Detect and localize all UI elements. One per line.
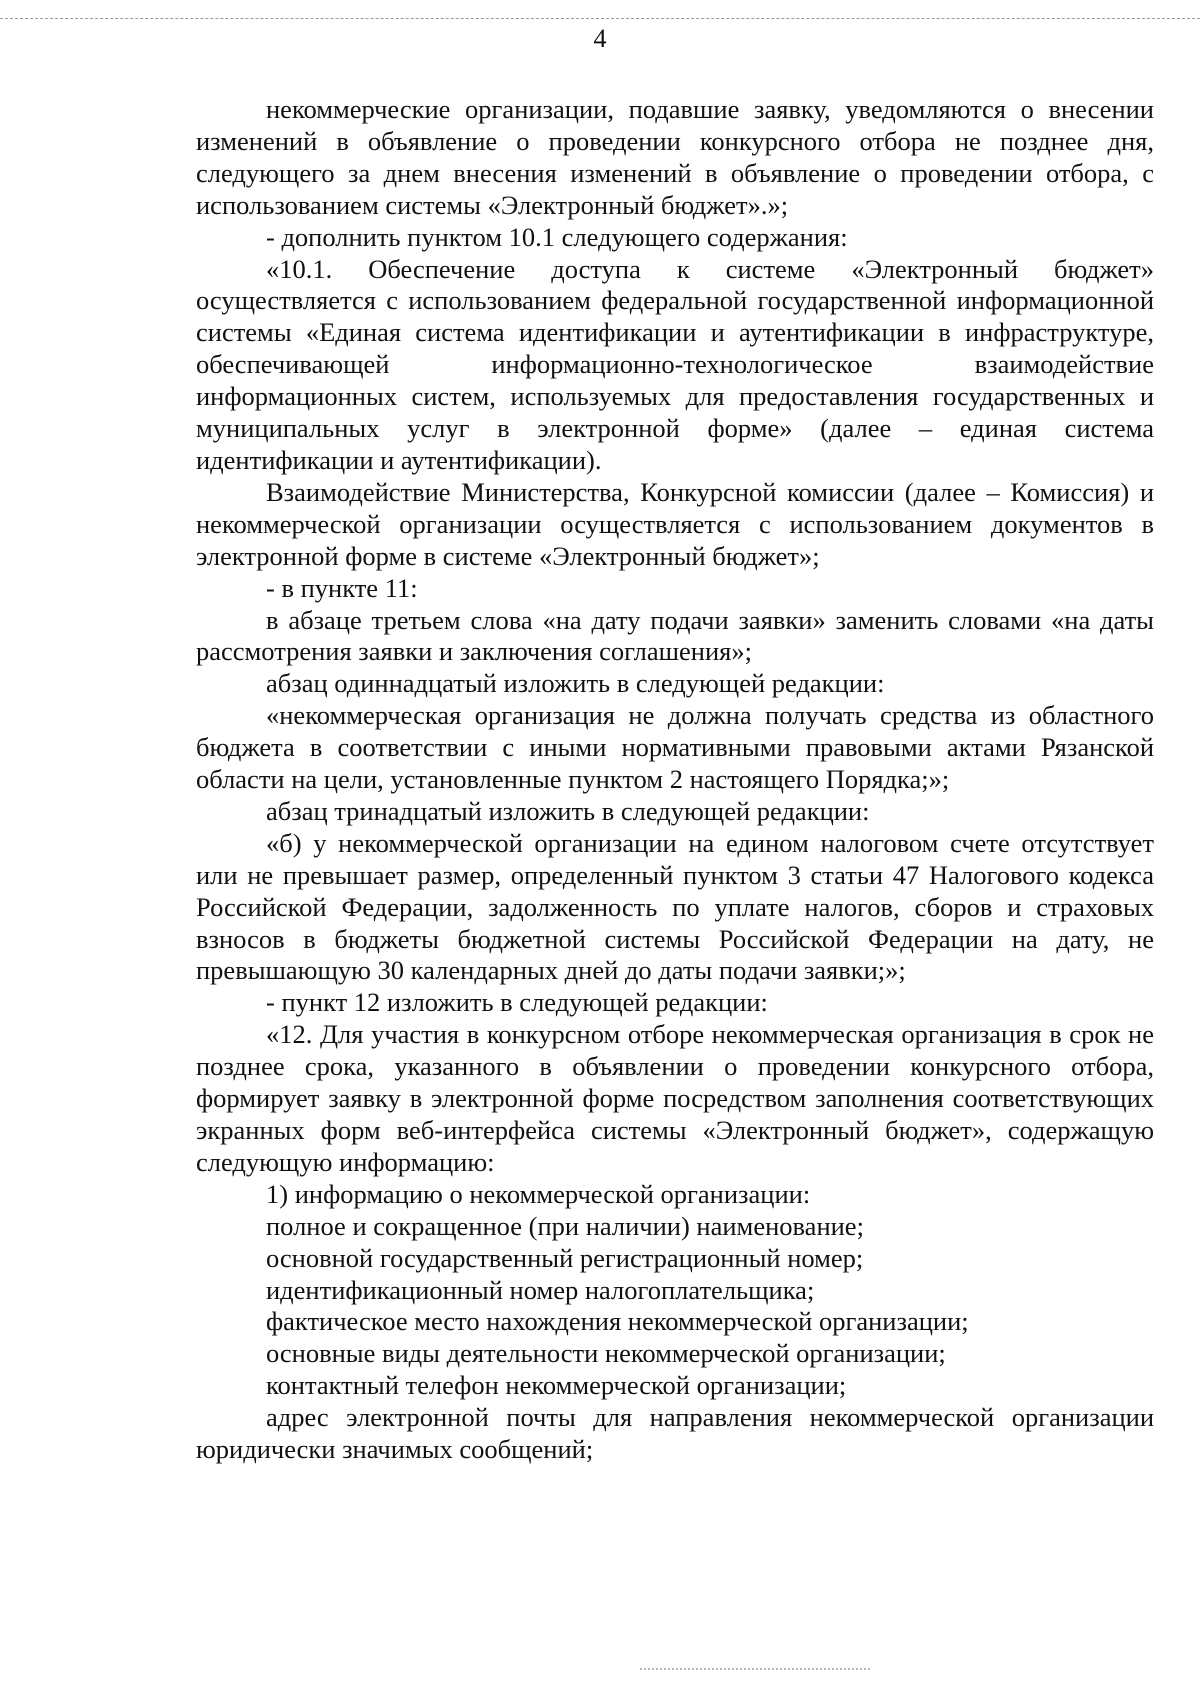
paragraph-abzac-11-intro: абзац одиннадцатый изложить в следующей редакции: bbox=[266, 668, 885, 699]
paragraph-interaction: Взаимодействие Министерства, Конкурсной комиссии (далее – Комиссия) и некоммерческой организации осуществляется с использованием документов в электронной форме в системе «Электронный бюджет»; bbox=[196, 476, 1154, 571]
paragraph-amendment-10-1-intro: - дополнить пунктом 10.1 следующего содержания: bbox=[266, 221, 848, 252]
list-item-address: фактическое место нахождения некоммерческой организации; bbox=[266, 1306, 969, 1337]
list-item-inn: идентификационный номер налогоплательщика; bbox=[266, 1274, 815, 1305]
document-body bbox=[196, 94, 1154, 1466]
paragraph-abzac-13-text: «б) у некоммерческой организации на едином налоговом счете отсутствует или не превышает размер, определенный пунктом 3 статьи 47 Налогового кодекса Российской Федерации, задолженность по уплате налогов, сборов и страховых взносов в бюджеты бюджетной системы Российской Федерации на дату, не превышающую 30 календарных дней до даты подачи заявки;»; bbox=[196, 827, 1154, 986]
list-item-ogrn: основной государственный регистрационный номер; bbox=[266, 1242, 864, 1273]
list-item-org-info: 1) информацию о некоммерческой организации: bbox=[266, 1178, 811, 1209]
list-item-activities: основные виды деятельности некоммерческой организации; bbox=[266, 1338, 946, 1369]
paragraph-point-11-intro: - в пункте 11: bbox=[266, 572, 418, 603]
page-number: 4 bbox=[593, 24, 607, 53]
paragraph-abzac-3: в абзаце третьем слова «на дату подачи заявки» заменить словами «на даты рассмотрения заявки и заключения соглашения»; bbox=[196, 604, 1154, 667]
paragraph-point-12-text: «12. Для участия в конкурсном отборе некоммерческая организация в срок не позднее срока, указанного в объявлении о проведении конкурсного отбора, формирует заявку в электронной форме посредством заполнения соответствующих экранных форм веб-интерфейса системы «Электронный бюджет», содержащую следующую информацию: bbox=[196, 1019, 1154, 1177]
scan-artifact bbox=[640, 1668, 870, 1680]
paragraph-continuation: некоммерческие организации, подавшие заявку, уведомляются о внесении изменений в объявление о проведении конкурсного отбора не позднее дня, следующего за днем внесения изменений в объявление о проведении отбора, с использованием системы «Электронный бюджет».»; bbox=[196, 94, 1154, 220]
list-item-name: полное и сокращенное (при наличии) наименование; bbox=[266, 1210, 864, 1241]
paragraph-point-10-1: «10.1. Обеспечение доступа к системе «Электронный бюджет» осуществляется с использованием федеральной государственной информационной системы «Единая система идентификации и аутентификации в инфраструктуре, обеспечивающей информационно-технологическое взаимодействие информационных систем, используемых для предоставления государственных и муниципальных услуг в электронной форме» (далее – единая система идентификации и аутентификации). bbox=[196, 253, 1154, 475]
paragraph-abzac-13-intro: абзац тринадцатый изложить в следующей редакции: bbox=[266, 795, 870, 826]
list-item-email: адрес электронной почты для направления некоммерческой организации юридически значимых сообщений; bbox=[196, 1402, 1154, 1465]
paragraph-abzac-11-text: «некоммерческая организация не должна получать средства из областного бюджета в соответствии с иными нормативными правовыми актами Рязанской области на цели, установленные пунктом 2 настоящего Порядка;»; bbox=[196, 700, 1154, 795]
scan-edge-line bbox=[0, 18, 1200, 19]
paragraph-point-12-intro: - пункт 12 изложить в следующей редакции: bbox=[266, 987, 768, 1018]
list-item-phone: контактный телефон некоммерческой организации; bbox=[266, 1370, 847, 1401]
